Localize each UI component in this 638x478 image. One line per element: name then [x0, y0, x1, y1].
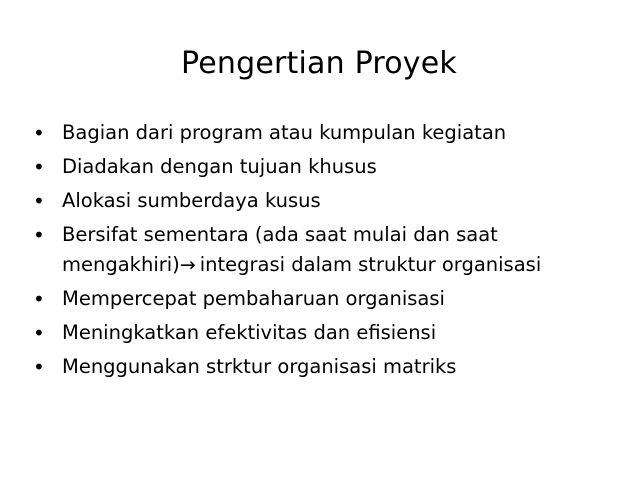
- bullet-text-after-arrow: integrasi dalam struktur organisasi: [199, 253, 542, 276]
- bullet-item: [30, 220, 630, 280]
- bullet-item: [30, 186, 630, 216]
- bullet-item: [30, 318, 630, 348]
- bullet-list: [30, 118, 630, 386]
- right-arrow-icon: →: [179, 254, 196, 276]
- bullet-item: [30, 352, 630, 382]
- bullet-dot-icon: •: [33, 355, 45, 379]
- bullet-text: Menggunakan strktur organisasi matriks: [62, 355, 457, 378]
- bullet-dot-icon: •: [33, 121, 45, 145]
- bullet-dot-icon: •: [33, 189, 45, 213]
- bullet-text-line2: [62, 250, 630, 280]
- bullet-text-before-arrow: mengakhiri): [62, 253, 180, 276]
- bullet-item: [30, 118, 630, 148]
- bullet-text: Meningkatkan efektivitas dan efisiensi: [62, 321, 437, 344]
- bullet-text: Alokasi sumberdaya kusus: [62, 189, 321, 212]
- bullet-text: Mempercepat pembaharuan organisasi: [62, 287, 445, 310]
- bullet-text-line1: Bersifat sementara (ada saat mulai dan saat: [62, 223, 498, 246]
- bullet-dot-icon: •: [33, 155, 45, 179]
- bullet-text: Bagian dari program atau kumpulan kegiatan: [62, 121, 507, 144]
- bullet-dot-icon: •: [33, 321, 45, 345]
- bullet-dot-icon: •: [33, 287, 45, 311]
- bullet-item: [30, 152, 630, 182]
- slide-title: Pengertian Proyek: [181, 46, 457, 81]
- bullet-item: [30, 284, 630, 314]
- bullet-dot-icon: •: [33, 223, 45, 247]
- bullet-text: Diadakan dengan tujuan khusus: [62, 155, 377, 178]
